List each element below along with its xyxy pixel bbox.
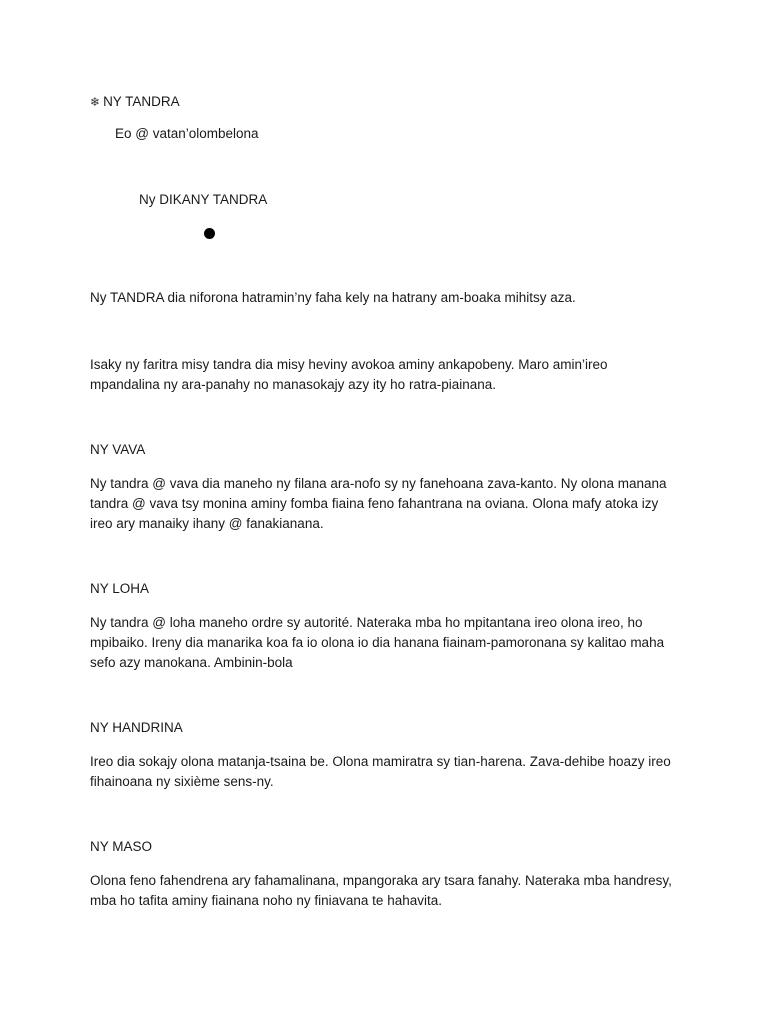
paragraph-line: Olona feno fahendrena ary fahamalinana, mpangoraka ary tsara fanahy. Nateraka mba handresy,	[90, 873, 672, 888]
snowflake-icon: ❄	[90, 94, 101, 109]
paragraph-line: Ny tandra @ vava dia maneho ny filana ara-nofo sy ny fanehoana zava-kanto. Ny olona manana	[90, 476, 667, 491]
main-heading	[90, 94, 180, 109]
paragraph-line: mpandalina ny ara-panahy no manasokajy azy ity ho ratra-piainana.	[90, 377, 496, 392]
intro-paragraph-2	[90, 355, 690, 395]
paragraph-line: sefo azy manokana. Ambinin-bola	[90, 655, 293, 670]
section-paragraph-vava	[90, 474, 690, 534]
section-paragraph-maso	[90, 871, 690, 911]
section-title-vava: NY VAVA	[90, 442, 146, 457]
intro-paragraph-1: Ny TANDRA dia niforona hatramin’ny faha kely na hatrany am-boaka mihitsy aza.	[90, 290, 576, 305]
dikany-heading: Ny DIKANY TANDRA	[139, 192, 268, 207]
paragraph-line: mba ho tafita aminy fiainana noho ny finiavana te hahavita.	[90, 893, 442, 908]
paragraph-line: Isaky ny faritra misy tandra dia misy heviny avokoa aminy ankapobeny. Maro amin’ireo	[90, 357, 608, 372]
paragraph-line: Ireo dia sokajy olona matanja-tsaina be. Olona mamiratra sy tian-harena. Zava-dehibe hoazy ireo	[90, 754, 671, 769]
paragraph-line: mpibaiko. Ireny dia manarika koa fa io olona io dia hanana fiainam-pamoronana sy kalitao maha	[90, 635, 665, 650]
main-heading-text: NY TANDRA	[103, 94, 180, 109]
section-title-handrina: NY HANDRINA	[90, 720, 183, 735]
section-paragraph-loha	[90, 613, 690, 673]
paragraph-line: ireo ary manaiky ihany @ fanakianana.	[90, 516, 324, 531]
paragraph-line: tandra @ vava tsy monina aminy fomba fiaina feno fahantrana na oviana. Olona mafy atoka izy	[90, 496, 659, 511]
bullet-icon	[204, 228, 215, 239]
subtitle: Eo @ vatan’olombelona	[115, 126, 259, 141]
section-title-maso: NY MASO	[90, 839, 153, 854]
paragraph-line: Ny tandra @ loha maneho ordre sy autorité. Nateraka mba ho mpitantana ireo olona ireo, ho	[90, 615, 643, 630]
paragraph-line: fihainoana ny sixième sens-ny.	[90, 774, 274, 789]
section-title-loha: NY LOHA	[90, 581, 150, 596]
section-paragraph-handrina	[90, 752, 690, 792]
